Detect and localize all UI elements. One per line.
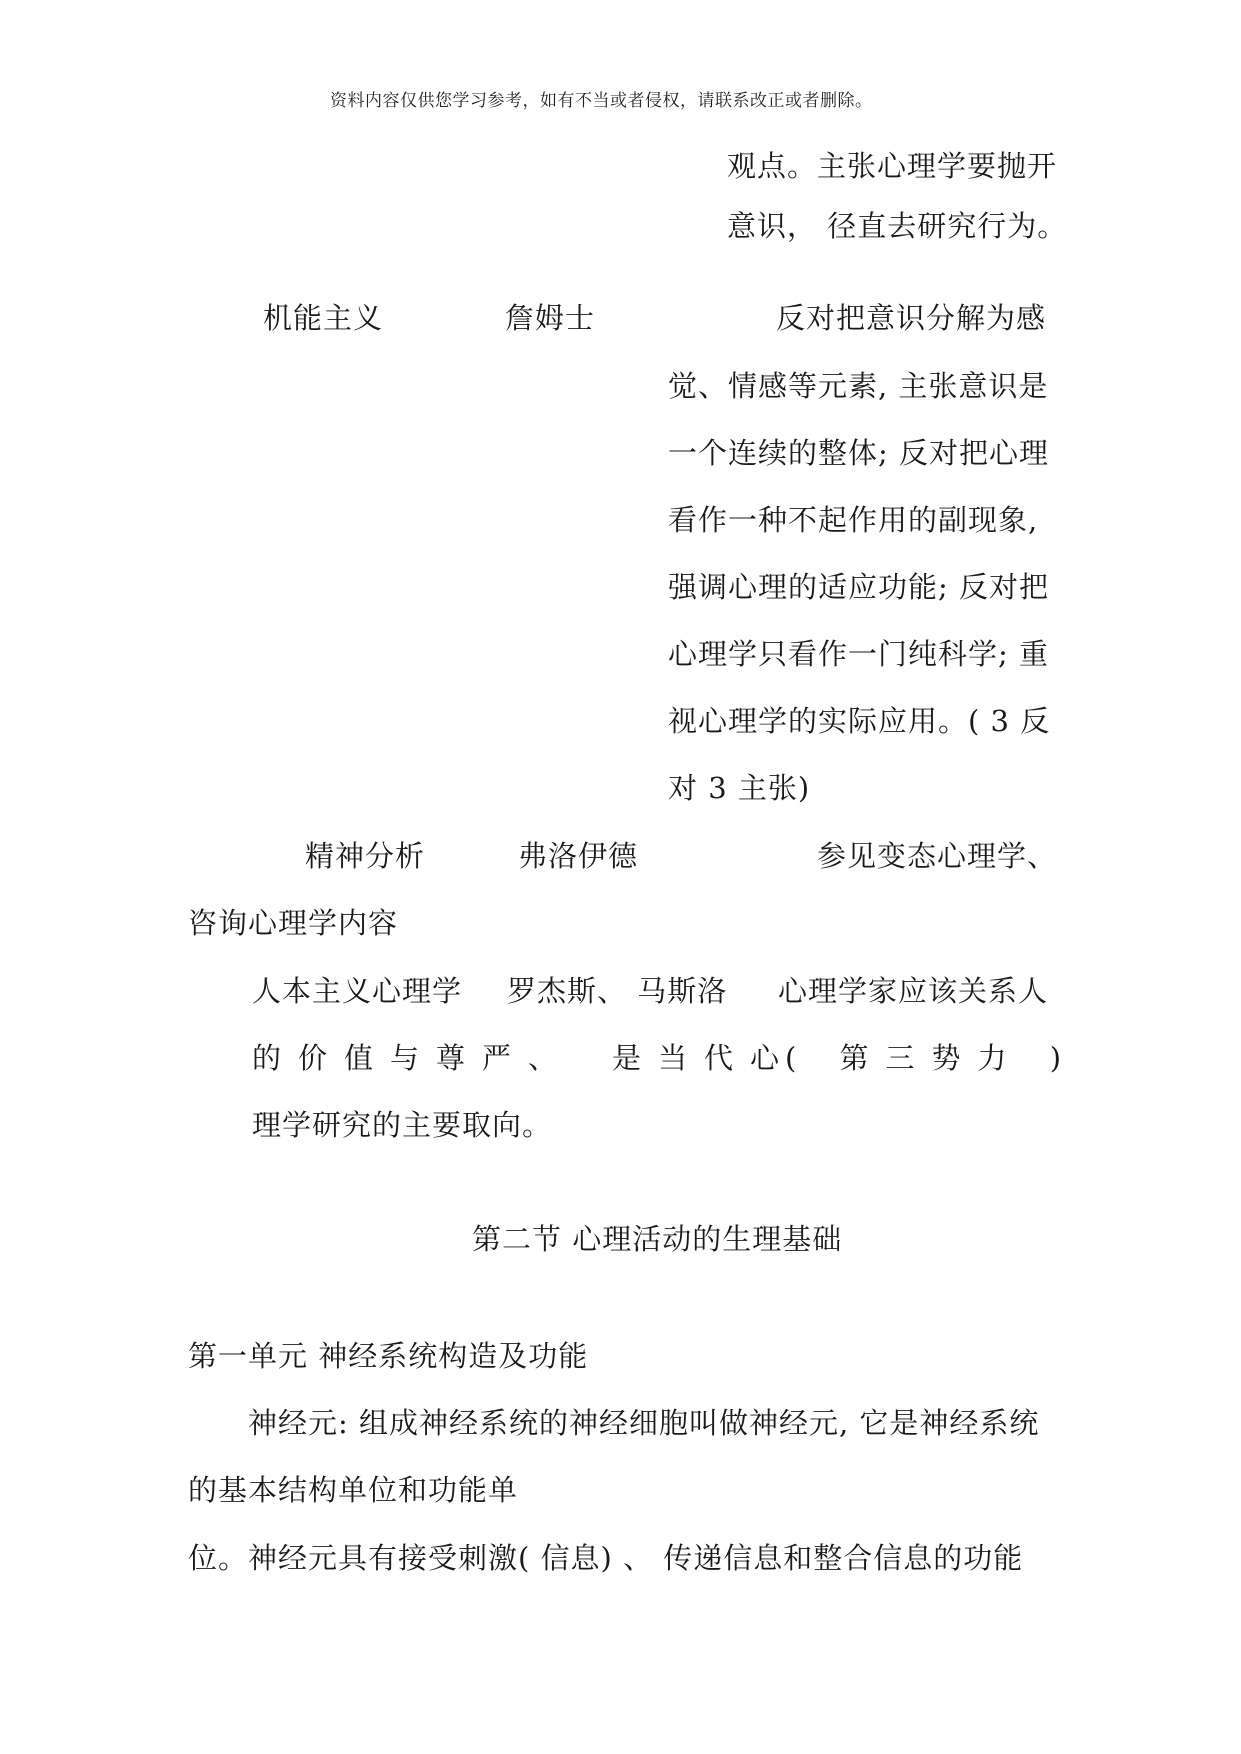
humanism-view: 心理学家应该关系人 [778,974,1049,1008]
functionalism-view-line-5: 强调心理的适应功能; 反对把 [668,570,1049,604]
neuron-paragraph-line-3: 位。神经元具有接受刺激( 信息) 、 传递信息和整合信息的功能 [188,1541,1024,1575]
functionalism-person: 詹姆士 [505,301,596,335]
functionalism-view-line-3: 一个连续的整体; 反对把心理 [668,436,1049,470]
humanism-view-line-2-left: 的价值与尊严、 [252,1041,575,1075]
humanism-view-line-2-mid: 是当代心 [612,1041,797,1075]
behaviorism-view-line-2: 意识， 径直去研究行为。 [727,209,1068,243]
functionalism-school: 机能主义 [263,301,384,335]
humanism-view-line-3: 理学研究的主要取向。 [252,1108,553,1142]
humanism-person: 罗杰斯、 马斯洛 [507,974,728,1008]
psychoanalysis-view: 参见变态心理学、 [817,839,1058,873]
section-title: 第二节 心理活动的生理基础 [472,1222,843,1256]
unit-title: 第一单元 神经系统构造及功能 [188,1339,589,1373]
functionalism-view-line-4: 看作一种不起作用的副现象, [668,503,1039,537]
psychoanalysis-school: 精神分析 [305,839,426,873]
behaviorism-view-line-1: 观点。主张心理学要抛开 [727,149,1058,183]
psychoanalysis-view-cont: 咨询心理学内容 [188,906,399,940]
psychoanalysis-person: 弗洛伊德 [518,839,639,873]
header-note: 资料内容仅供您学习参考，如有不当或者侵权，请联系改正或者删除。 [330,91,873,111]
functionalism-view-line-6: 心理学只看作一门纯科学; 重 [668,637,1049,671]
functionalism-view-line-1: 反对把意识分解为感 [776,301,1047,335]
neuron-paragraph-line-1: 神经元: 组成神经系统的神经细胞叫做神经元, 它是神经系统 [248,1406,1040,1440]
humanism-school: 人本主义心理学 [252,974,463,1008]
functionalism-view-line-7: 视心理学的实际应用。( 3 反 [668,704,1051,738]
humanism-label-third-force: ( 第三势力 ) [785,1041,1079,1075]
functionalism-view-line-2: 觉、情感等元素, 主张意识是 [668,369,1049,403]
neuron-paragraph-line-2: 的基本结构单位和功能单 [188,1473,519,1507]
functionalism-view-line-8: 对 3 主张) [668,771,811,805]
